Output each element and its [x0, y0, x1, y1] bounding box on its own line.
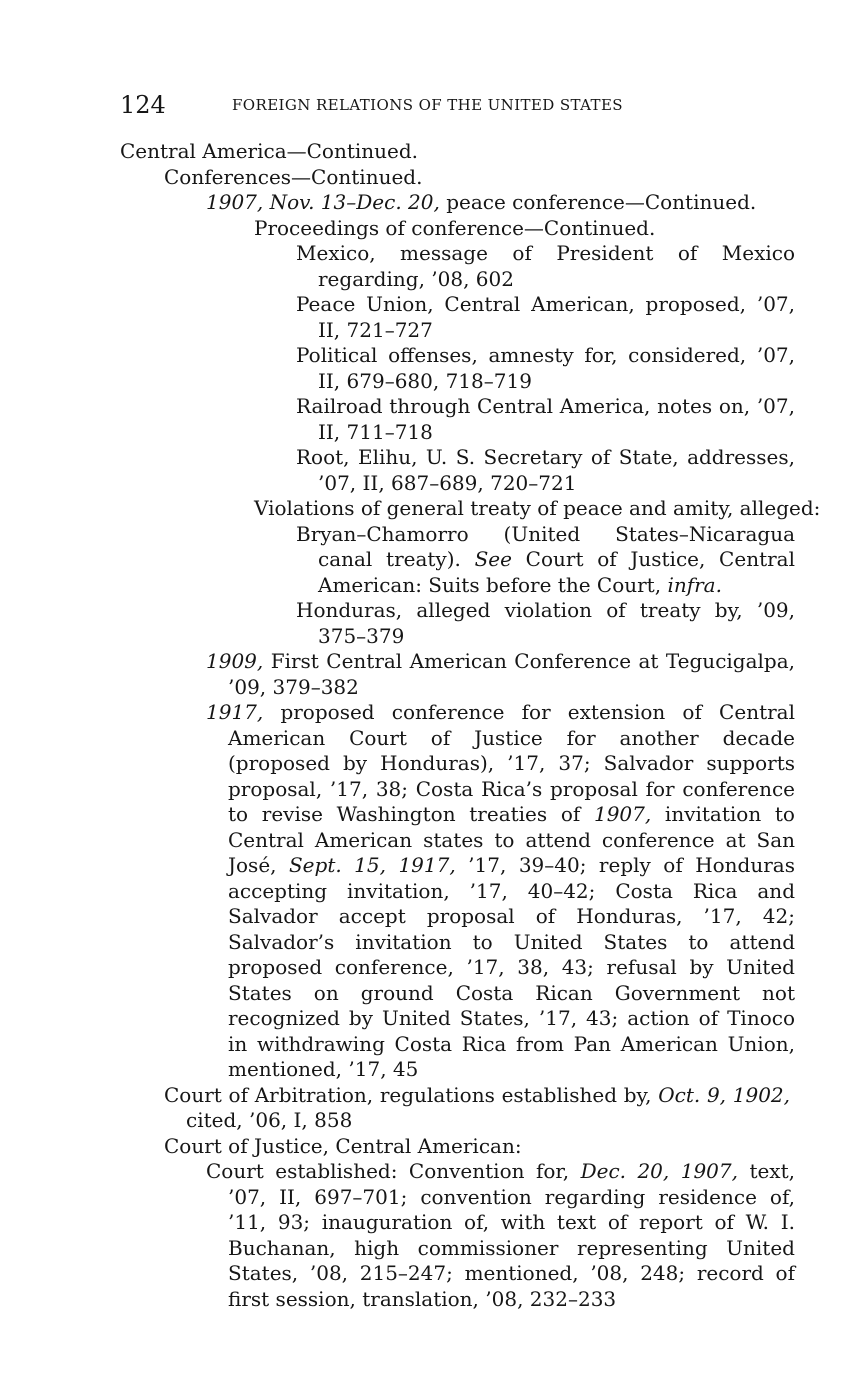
index-entry-conferences: Conferences—Continued.: [164, 164, 423, 189]
index-entry-central-america: Central America—Continued.: [120, 139, 419, 163]
index-entry-railroad: Railroad through Central America, notes on, ’07, II, 711–718: [296, 394, 795, 444]
index-entry-1909-conference: 1909, First Central American Conference at Tegucigalpa, ’09, 379–382: [206, 649, 795, 699]
index-body: [0, 139, 850, 1312]
index-entry-proceedings: Proceedings of conference—Continued.: [254, 215, 656, 240]
index-entry-court-of-arbitration: Court of Arbitration, regulations established by, Oct. 9, 1902, cited, ’06, I, 858: [164, 1082, 791, 1132]
index-entry-peace-union: Peace Union, Central American, proposed, ’07, II, 721–727: [296, 292, 795, 342]
index-entry-root-elihu: Root, Elihu, U. S. Secretary of State, addresses, ’07, II, 687–689, 720–721: [296, 445, 795, 495]
index-entry-court-established: Court established: Convention for, Dec. 20, 1907, text, ’07, II, 697–701; convention regarding residence of, ’11, 93; inauguration of, with text of report of W. I. Buchanan, high commissioner representing United States, ’08, 215–247; mentioned, ’08, 248; record of first session, translation, ’08, 232–233: [206, 1159, 795, 1311]
index-entry-honduras-violation: Honduras, alleged violation of treaty by, ’09, 375–379: [296, 598, 795, 648]
index-entry-violations: Violations of general treaty of peace and amity, alleged:: [254, 496, 821, 520]
index-entry-bryan-chamorro: Bryan–Chamorro (United States–Nicaragua canal treaty). See Court of Justice, Central American: Suits before the Court, infra.: [296, 521, 795, 597]
page-number: 124: [120, 91, 166, 119]
index-entry-political-offenses: Political offenses, amnesty for, considered, ’07, II, 679–680, 718–719: [296, 343, 795, 393]
index-entry-1907-peace-conference: 1907, Nov. 13–Dec. 20, peace conference—Continued.: [206, 190, 757, 214]
running-title: FOREIGN RELATIONS OF THE UNITED STATES: [232, 96, 623, 114]
index-entry-mexico: Mexico, message of President of Mexico regarding, ’08, 602: [296, 241, 795, 291]
index-entry-1917-conference: 1917, proposed conference for extension of Central American Court of Justice for another decade (proposed by Honduras), ’17, 37; Salvador supports proposal, ’17, 38; Costa Rica’s proposal for conference to revise Washington treaties of 1907, invitation to Central American states to attend conference at San José, Sept. 15, 1917, ’17, 39–40; reply of Honduras accepting invitation, ’17, 40–42; Costa Rica and Salvador accept proposal of Honduras, ’17, 42; Salvador’s invitation to United States to attend proposed conference, ’17, 38, 43; refusal by United States on ground Costa Rican Government not recognized by United States, ’17, 43; action of Tinoco in withdrawing Costa Rica from Pan American Union, mentioned, ’17, 45: [206, 700, 795, 1081]
index-entry-court-of-justice: Court of Justice, Central American:: [164, 1133, 522, 1158]
